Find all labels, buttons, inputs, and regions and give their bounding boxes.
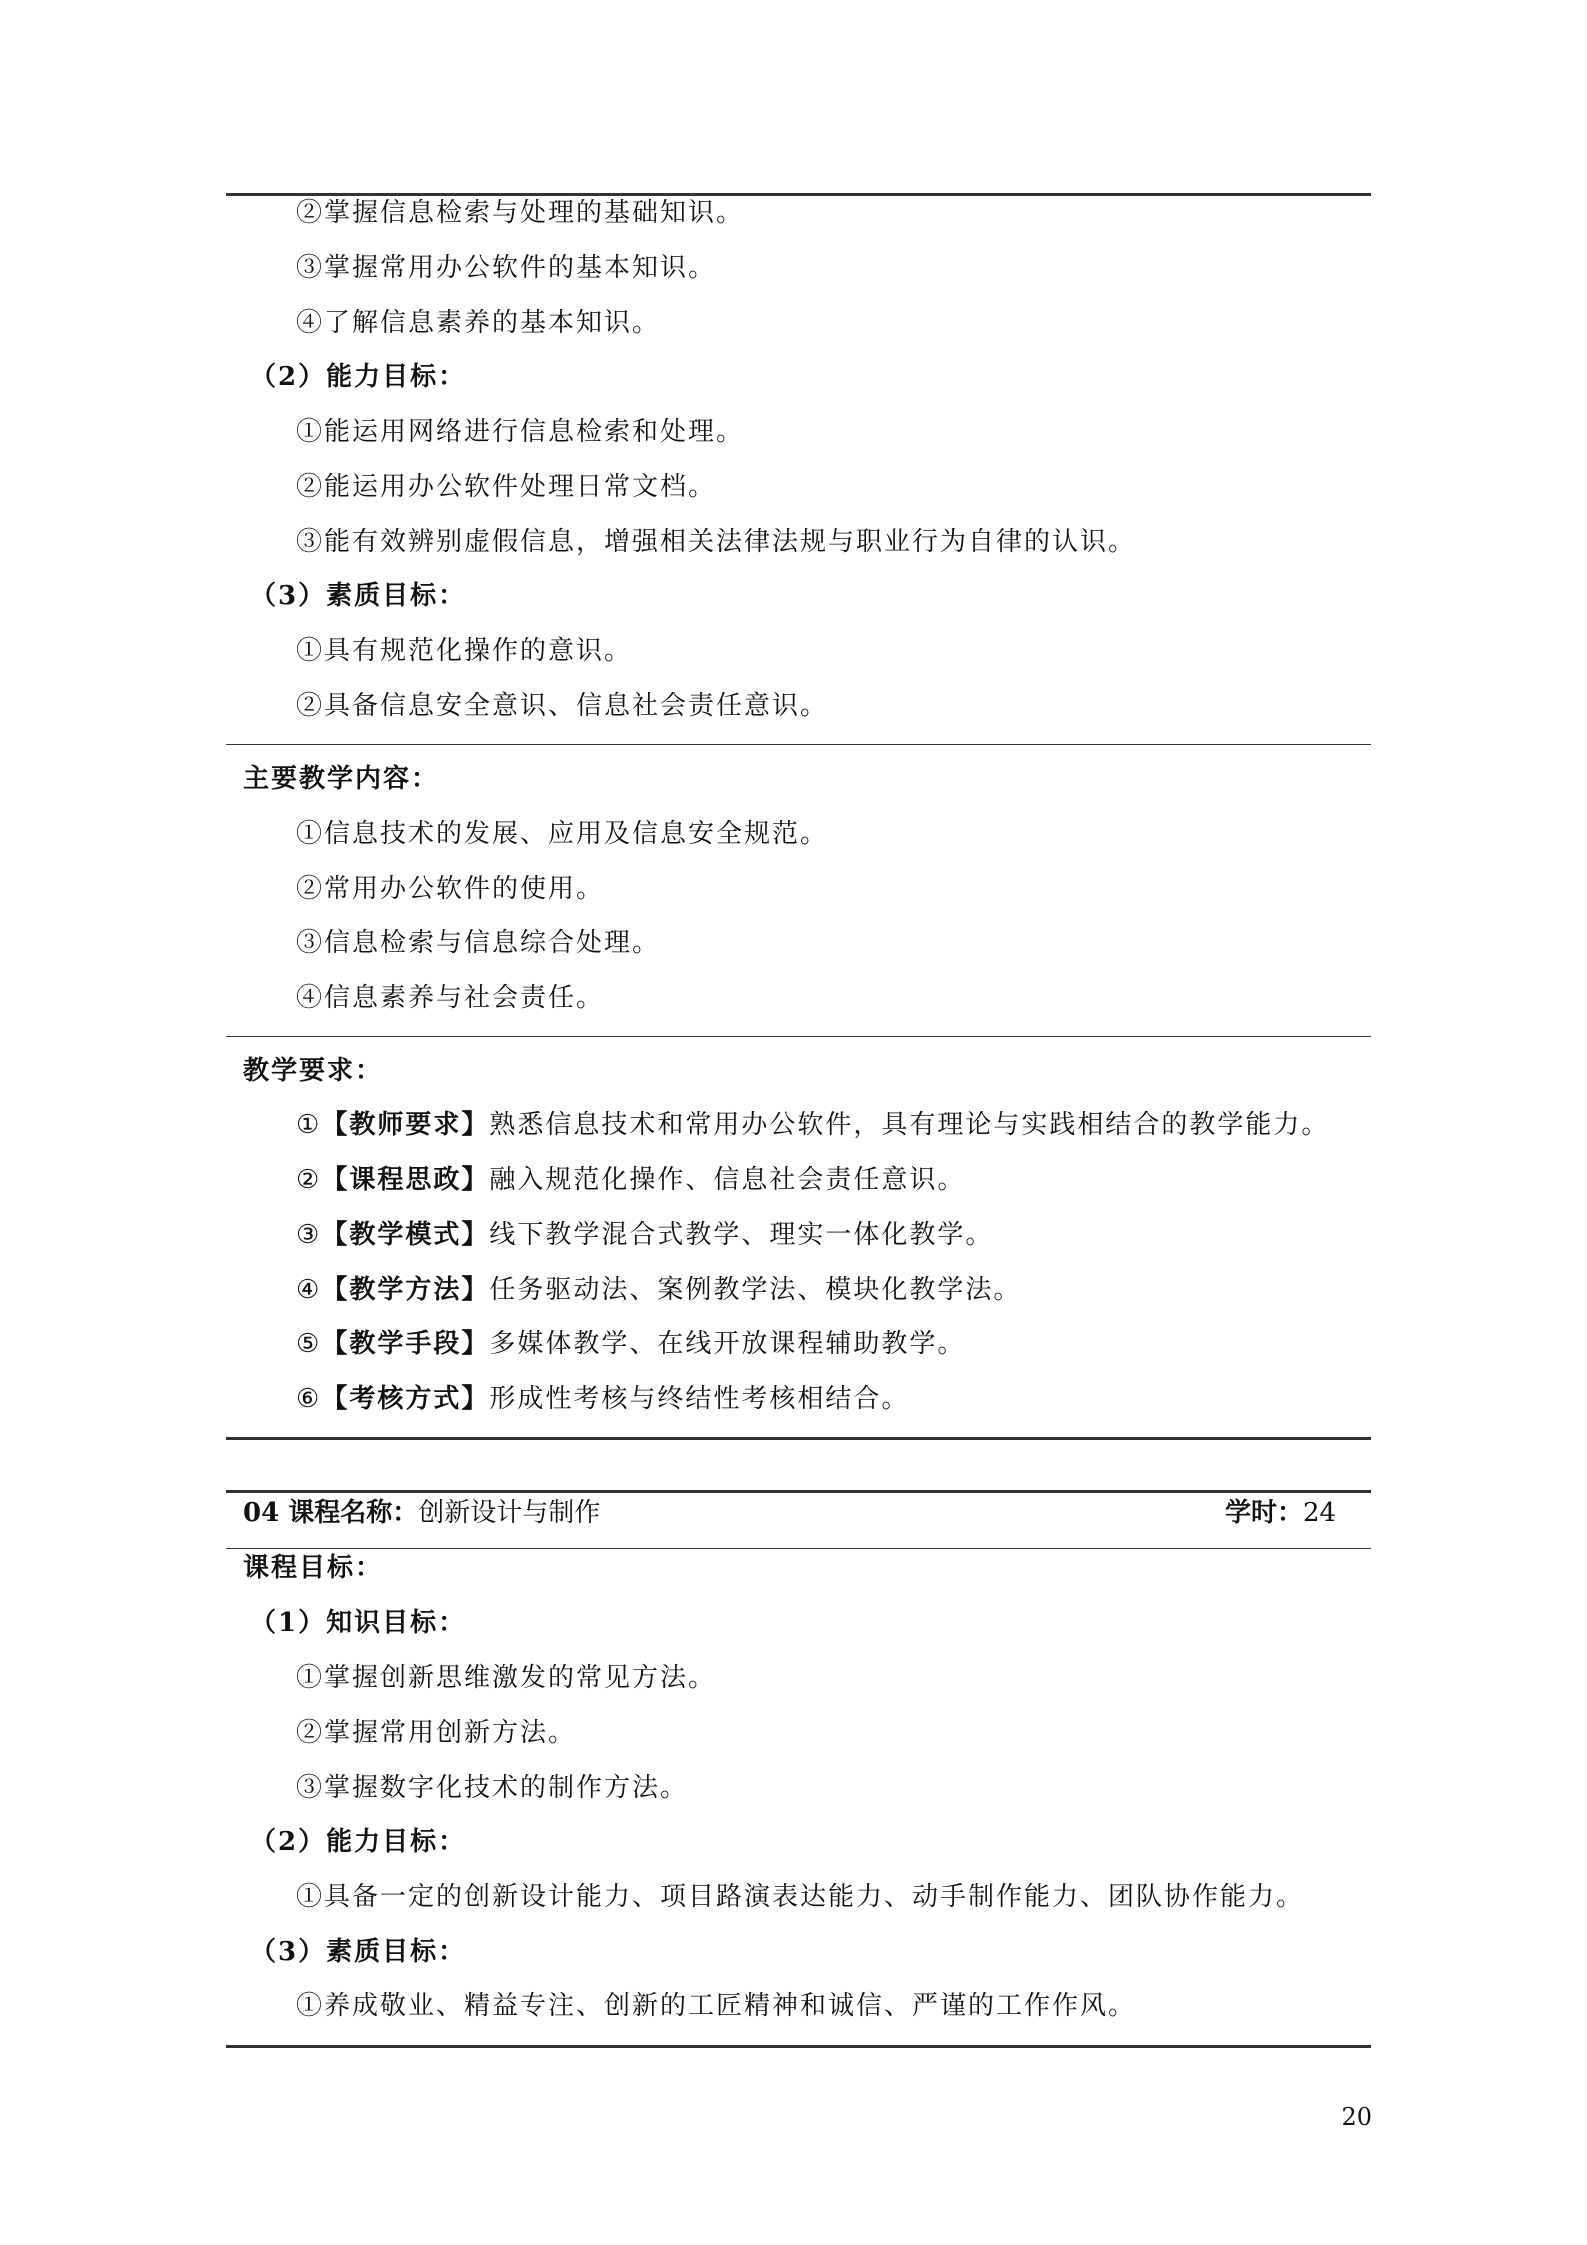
ability-item: ③能有效辨别虚假信息，增强相关法律法规与职业行为自律的认识。: [296, 527, 1137, 557]
quality-item: ①养成敬业、精益专注、创新的工匠精神和诚信、严谨的工作作风。: [296, 1991, 1137, 2021]
requirement-number: ④: [296, 1275, 322, 1305]
requirement-text: 线下教学混合式教学、理实一体化教学。: [489, 1220, 994, 1250]
content-heading: 主要教学内容：: [243, 764, 440, 794]
knowledge-item: ③掌握数字化技术的制作方法。: [296, 1773, 689, 1803]
requirement-item: [296, 1109, 1329, 1141]
content-item: ②常用办公软件的使用。: [296, 874, 605, 904]
ability-item: ①具备一定的创新设计能力、项目路演表达能力、动手制作能力、团队协作能力。: [296, 1882, 1305, 1912]
quality-item: ①具有规范化操作的意识。: [296, 636, 633, 666]
requirement-item: [296, 1383, 909, 1415]
requirement-tag: 【教师要求】: [321, 1110, 490, 1140]
course04-title: [243, 1497, 600, 1529]
content-item: ④信息素养与社会责任。: [296, 983, 605, 1013]
requirement-item: [296, 1219, 993, 1251]
requirement-number: ⑥: [296, 1384, 322, 1414]
requirement-tag: 【课程思政】: [321, 1165, 490, 1195]
ability-heading: （2）能力目标：: [250, 1827, 467, 1857]
knowledge-item: ③掌握常用办公软件的基本知识。: [296, 253, 717, 283]
requirement-number: ②: [296, 1165, 322, 1195]
requirement-item: [296, 1274, 1021, 1306]
knowledge-item: ④了解信息素养的基本知识。: [296, 308, 661, 338]
knowledge-heading: （1）知识目标：: [250, 1608, 467, 1638]
content-item: ③信息检索与信息综合处理。: [296, 928, 661, 958]
content-item: ①信息技术的发展、应用及信息安全规范。: [296, 819, 829, 849]
hours-value: 24: [1303, 1498, 1337, 1528]
quality-heading: （3）素质目标：: [250, 581, 467, 611]
requirement-text: 形成性考核与终结性考核相结合。: [489, 1384, 910, 1414]
requirement-text: 多媒体教学、在线开放课程辅助教学。: [489, 1329, 966, 1359]
hours-label: 学时：: [1225, 1498, 1304, 1528]
course04-top-rule: [226, 1490, 1371, 1493]
ability-item: ②能运用办公软件处理日常文档。: [296, 472, 717, 502]
goals-heading: 课程目标：: [243, 1553, 384, 1583]
knowledge-item: ②掌握常用创新方法。: [296, 1718, 577, 1748]
course-name: 创新设计与制作: [418, 1498, 601, 1528]
row-divider: [226, 1036, 1371, 1037]
quality-heading: （3）素质目标：: [250, 1937, 467, 1967]
requirement-tag: 【教学方法】: [321, 1275, 490, 1305]
course04-bottom-rule: [226, 2045, 1371, 2048]
requirement-tag: 【考核方式】: [321, 1384, 490, 1414]
requirement-text: 任务驱动法、案例教学法、模块化教学法。: [489, 1275, 1022, 1305]
course-name-label: 04 课程名称：: [243, 1498, 419, 1528]
knowledge-item: ②掌握信息检索与处理的基础知识。: [296, 198, 745, 228]
requirement-number: ⑤: [296, 1329, 322, 1359]
row-divider: [226, 1548, 1371, 1549]
row-divider: [226, 744, 1371, 745]
course04-hours: [1225, 1497, 1336, 1529]
requirement-number: ③: [296, 1220, 322, 1250]
requirement-item: [296, 1164, 965, 1196]
requirement-tag: 【教学模式】: [321, 1220, 490, 1250]
requirement-text: 熟悉信息技术和常用办公软件，具有理论与实践相结合的教学能力。: [489, 1110, 1330, 1140]
requirement-tag: 【教学手段】: [321, 1329, 490, 1359]
knowledge-item: ①掌握创新思维激发的常见方法。: [296, 1663, 717, 1693]
ability-item: ①能运用网络进行信息检索和处理。: [296, 417, 745, 447]
requirement-text: 融入规范化操作、信息社会责任意识。: [489, 1165, 966, 1195]
ability-heading: （2）能力目标：: [250, 362, 467, 392]
page-number: 20: [1341, 2103, 1372, 2131]
requirement-number: ①: [296, 1110, 322, 1140]
quality-item: ②具备信息安全意识、信息社会责任意识。: [296, 691, 829, 721]
requirements-heading: 教学要求：: [243, 1056, 384, 1086]
table-bottom-rule: [226, 1437, 1371, 1440]
table-top-rule: [226, 193, 1371, 196]
requirement-item: [296, 1328, 965, 1360]
